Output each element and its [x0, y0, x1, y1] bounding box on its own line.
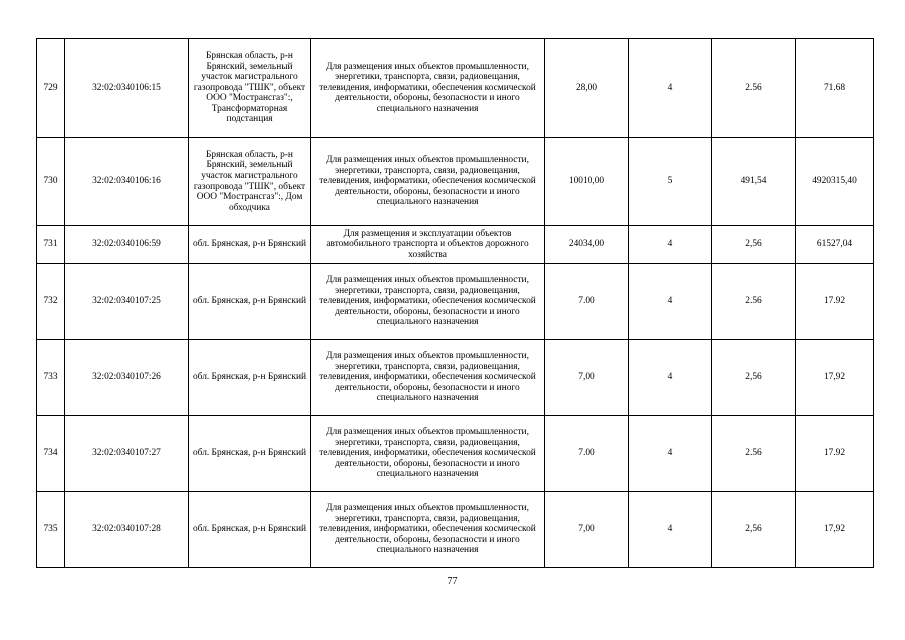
table-row — [37, 340, 874, 416]
cadastral-number: 32:02:0340107:26 — [65, 340, 189, 416]
table-row — [37, 39, 874, 138]
group: 4 — [629, 340, 712, 416]
area: 28,00 — [545, 39, 629, 138]
rate: 2.56 — [712, 264, 796, 340]
table-row — [37, 138, 874, 226]
address: обл. Брянская, р-н Брянский — [189, 264, 311, 340]
permitted-use: Для размещения иных объектов промышленности, энергетики, транспорта, связи, радиовещания, телевидения, информатики, обеспечения космической деятельности, обороны, безопасности и иного специального назначения — [311, 264, 545, 340]
cadastral-number: 32:02:0340107:28 — [65, 492, 189, 568]
rate: 491,54 — [712, 138, 796, 226]
address: обл. Брянская, р-н Брянский — [189, 226, 311, 264]
cadastral-number: 32:02:0340107:25 — [65, 264, 189, 340]
rate: 2,56 — [712, 226, 796, 264]
permitted-use: Для размещения иных объектов промышленности, энергетики, транспорта, связи, радиовещания, телевидения, информатики, обеспечения космической деятельности, обороны, безопасности и иного специального назначения — [311, 492, 545, 568]
row-number: 732 — [37, 264, 65, 340]
row-number: 729 — [37, 39, 65, 138]
cadastral-value: 17,92 — [796, 492, 874, 568]
table-row — [37, 492, 874, 568]
group: 4 — [629, 39, 712, 138]
area: 7.00 — [545, 264, 629, 340]
cadastral-number: 32:02:0340106:15 — [65, 39, 189, 138]
group: 4 — [629, 264, 712, 340]
area: 7,00 — [545, 340, 629, 416]
cadastral-number: 32:02:0340106:59 — [65, 226, 189, 264]
address: обл. Брянская, р-н Брянский — [189, 492, 311, 568]
row-number: 731 — [37, 226, 65, 264]
permitted-use: Для размещения иных объектов промышленности, энергетики, транспорта, связи, радиовещания, телевидения, информатики, обеспечения космической деятельности, обороны, безопасности и иного специального назначения — [311, 138, 545, 226]
area: 24034,00 — [545, 226, 629, 264]
page-number: 77 — [447, 576, 458, 587]
rate: 2.56 — [712, 39, 796, 138]
area: 10010,00 — [545, 138, 629, 226]
rate: 2.56 — [712, 416, 796, 492]
address: Брянская область, р-н Брянский, земельный участок магистрального газопровода "ТШК", объект ООО "Мострансгаз":, Дом обходчика — [189, 138, 311, 226]
cadastral-value: 17.92 — [796, 264, 874, 340]
row-number: 734 — [37, 416, 65, 492]
permitted-use: Для размещения иных объектов промышленности, энергетики, транспорта, связи, радиовещания, телевидения, информатики, обеспечения космической деятельности, обороны, безопасности и иного специального назначения — [311, 39, 545, 138]
cadastral-value: 17,92 — [796, 340, 874, 416]
table-row — [37, 416, 874, 492]
address: Брянская область, р-н Брянский, земельный участок магистрального газопровода "ТШК", объект ООО "Мострансгаз":, Трансформаторная подстанция — [189, 39, 311, 138]
cadastral-number: 32:02:0340106:16 — [65, 138, 189, 226]
cadastral-value: 17.92 — [796, 416, 874, 492]
permitted-use: Для размещения и эксплуатации объектов автомобильного транспорта и объектов дорожного хозяйства — [311, 226, 545, 264]
table-row — [37, 226, 874, 264]
cadastral-value: 71.68 — [796, 39, 874, 138]
table-row — [37, 264, 874, 340]
rate: 2,56 — [712, 340, 796, 416]
area: 7,00 — [545, 492, 629, 568]
row-number: 735 — [37, 492, 65, 568]
address: обл. Брянская, р-н Брянский — [189, 340, 311, 416]
permitted-use: Для размещения иных объектов промышленности, энергетики, транспорта, связи, радиовещания, телевидения, информатики, обеспечения космической деятельности, обороны, безопасности и иного специального назначения — [311, 340, 545, 416]
permitted-use: Для размещения иных объектов промышленности, энергетики, транспорта, связи, радиовещания, телевидения, информатики, обеспечения космической деятельности, обороны, безопасности и иного специального назначения — [311, 416, 545, 492]
land-plots-table — [36, 38, 874, 568]
address: обл. Брянская, р-н Брянский — [189, 416, 311, 492]
group: 5 — [629, 138, 712, 226]
row-number: 733 — [37, 340, 65, 416]
cadastral-value: 4920315,40 — [796, 138, 874, 226]
area: 7.00 — [545, 416, 629, 492]
group: 4 — [629, 226, 712, 264]
rate: 2,56 — [712, 492, 796, 568]
cadastral-number: 32:02:0340107:27 — [65, 416, 189, 492]
group: 4 — [629, 492, 712, 568]
group: 4 — [629, 416, 712, 492]
cadastral-value: 61527,04 — [796, 226, 874, 264]
row-number: 730 — [37, 138, 65, 226]
